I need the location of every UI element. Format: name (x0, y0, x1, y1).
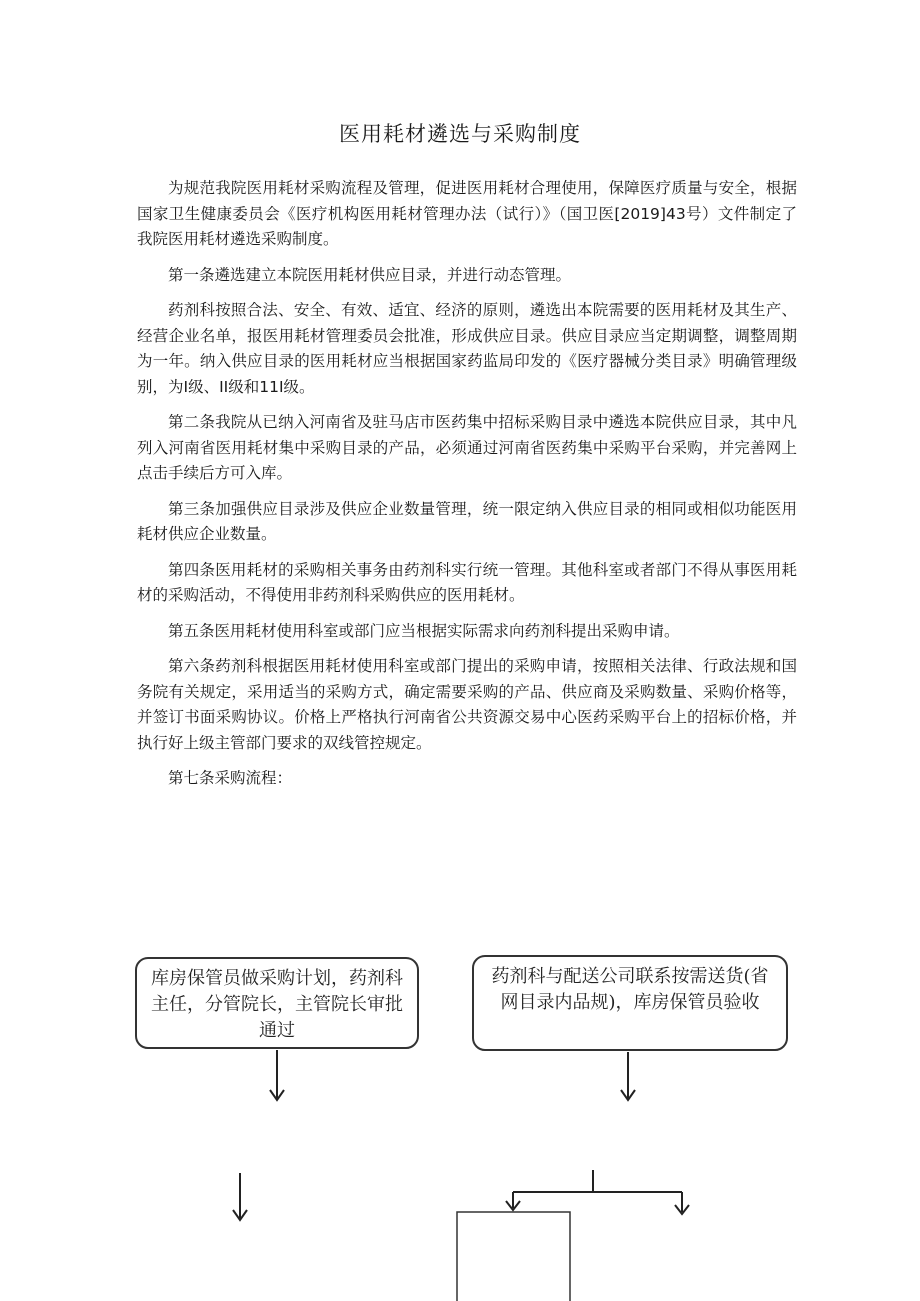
procurement-flowchart (0, 940, 920, 1301)
flow-box-left-text: 库房保管员做采购计划，药剂科主任，分管院长，主管院长审批通过 (151, 968, 403, 1041)
paragraph-article-4: 第四条医用耗材的采购相关事务由药剂科实行统一管理。其他科室或者部门不得从事医用耗材的采购活动，不得使用非药剂科采购供应的医用耗材。 (137, 560, 797, 604)
flow-box-right-text: 药剂科与配送公司联系按需送货(省网目录内品规)，库房保管员验收 (491, 966, 769, 1013)
flow-box-partial (457, 1212, 570, 1301)
document-body (137, 176, 797, 802)
paragraph-article-3: 第三条加强供应目录涉及供应企业数量管理，统一限定纳入供应目录的相同或相似功能医用耗材供应企业数量。 (137, 499, 797, 543)
paragraph-article-1: 第一条遴选建立本院医用耗材供应目录，并进行动态管理。 (168, 265, 572, 284)
paragraph-article-7: 第七条采购流程： (168, 769, 293, 787)
paragraph-intro: 为规范我院医用耗材采购流程及管理，促进医用耗材合理使用，保障医疗质量与安全，根据国家卫生健康委员会《医疗机构医用耗材管理办法（试行）》（国卫医[2019]43号）文件制定了我院医用耗材遴选采购制度。 (137, 179, 797, 248)
paragraph-article-6: 第六条药剂科根据医用耗材使用科室或部门提出的采购申请，按照相关法律、行政法规和国务院有关规定，采用适当的采购方式，确定需要采购的产品、供应商及采购数量、采购价格等，并签订书面采购协议。价格上严格执行河南省公共资源交易中心医药采购平台上的招标价格，并执行好上级主管部门要求的双线管控规定。 (137, 657, 797, 752)
document-title: 医用耗材遴选与采购制度 (339, 122, 581, 146)
paragraph-article-2: 第二条我院从已纳入河南省及驻马店市医药集中招标采购目录中遴选本院供应目录，其中凡列入河南省医用耗材集中采购目录的产品，必须通过河南省医药集中采购平台采购，并完善网上点击手续后方可入库。 (137, 413, 797, 482)
flowchart-graphic (0, 940, 920, 1301)
paragraph-article-1-detail: 药剂科按照合法、安全、有效、适宜、经济的原则，遴选出本院需要的医用耗材及其生产、经营企业名单，报医用耗材管理委员会批准，形成供应目录。供应目录应当定期调整，调整周期为一年。纳入供应目录的医用耗材应当根据国家药监局印发的《医疗器械分类目录》明确管理级别，为I级、II级和11I级。 (137, 301, 797, 396)
paragraph-article-5: 第五条医用耗材使用科室或部门应当根据实际需求向药剂科提出采购申请。 (168, 621, 680, 640)
